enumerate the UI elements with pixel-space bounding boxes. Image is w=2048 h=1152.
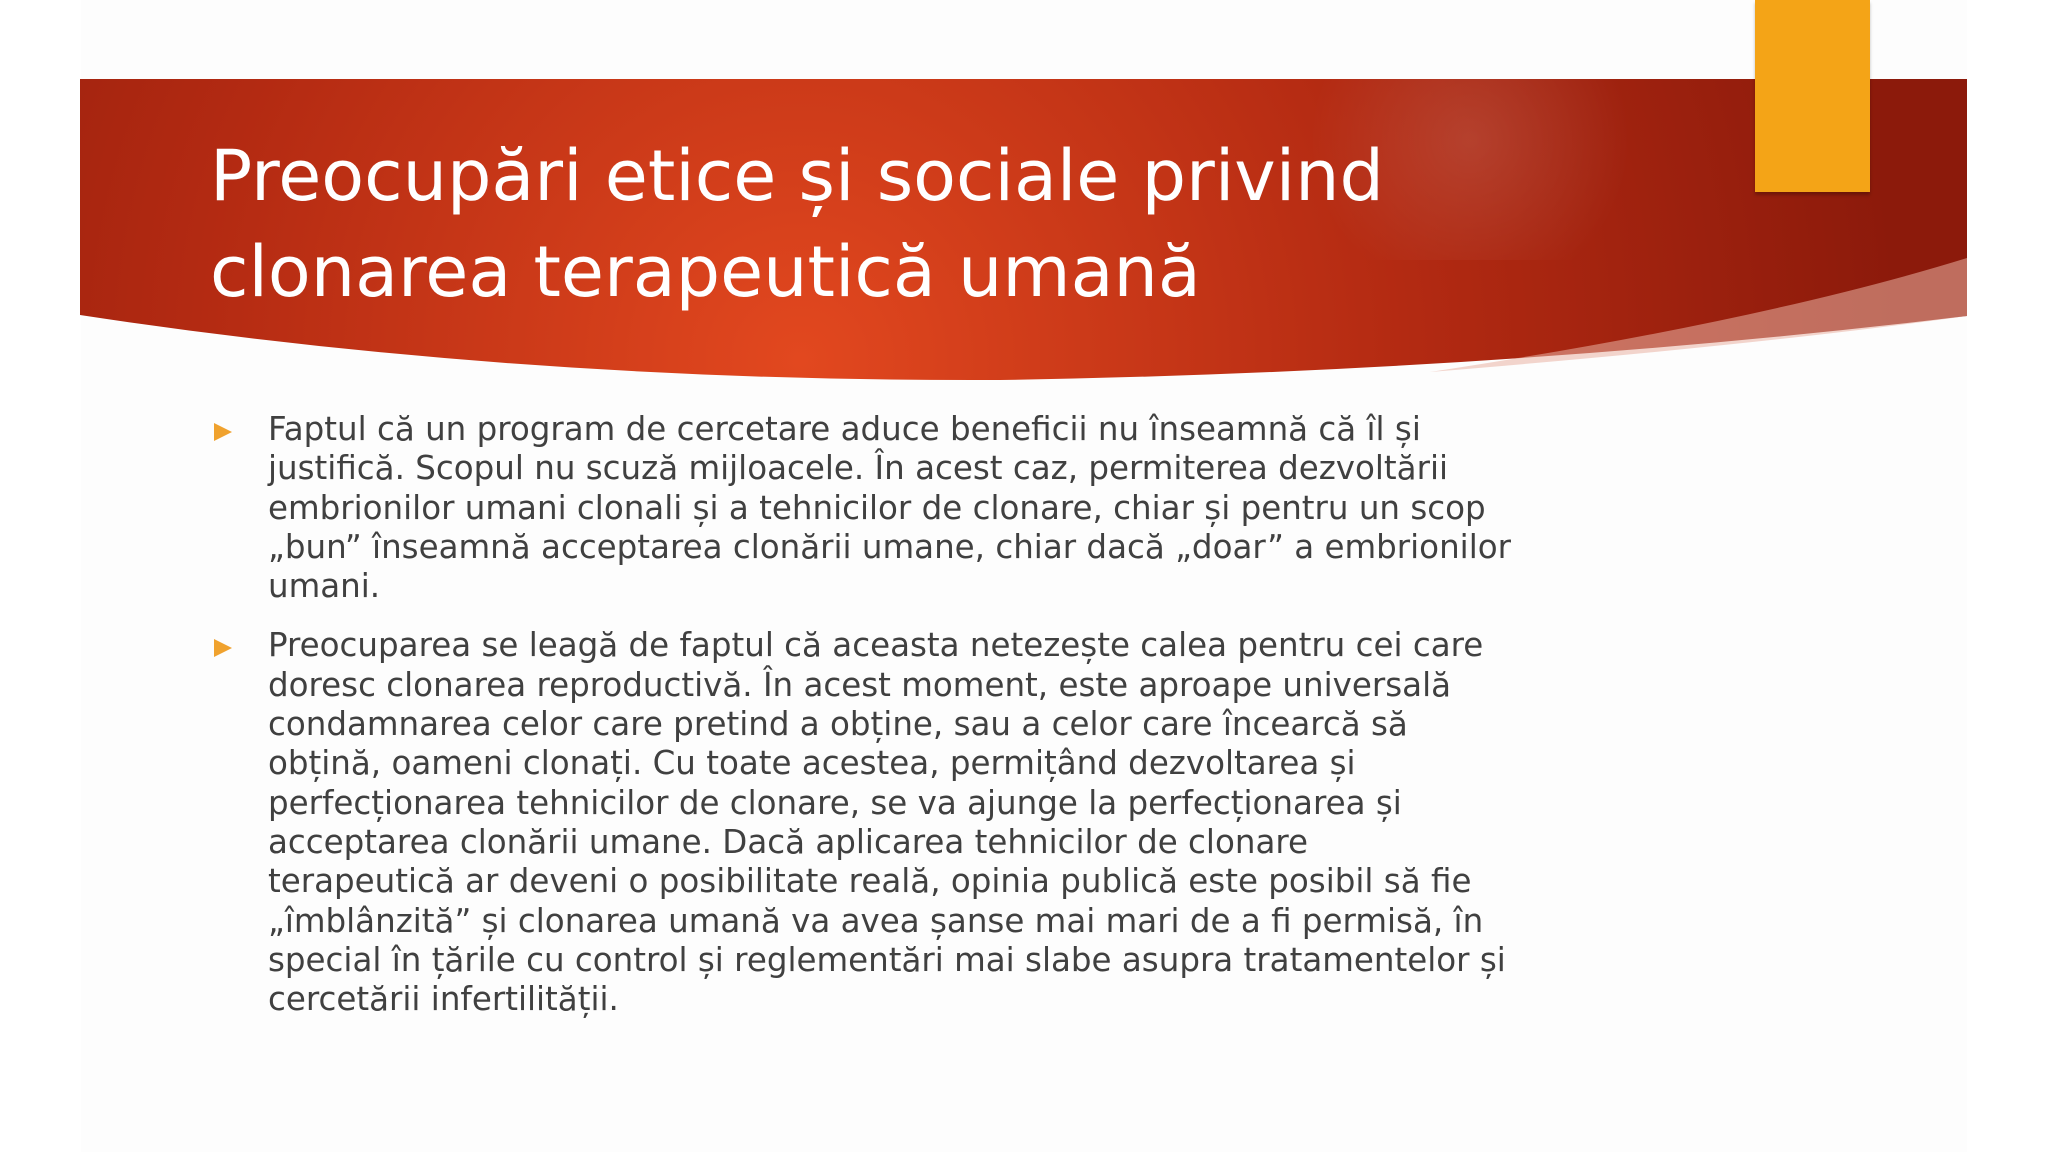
bullet-line: „îmblânzită” și clonarea umană va avea șanse mai mari de a fi permisă, în <box>268 901 1484 940</box>
triangle-right-icon <box>214 639 232 657</box>
bullet-line: doresc clonarea reproductivă. În acest moment, este aproape universală <box>268 665 1452 704</box>
slide-title <box>210 128 1690 320</box>
bullet-text <box>268 626 1678 1019</box>
bullet-line: condamnarea celor care pretind a obține, sau a celor care încearcă să <box>268 705 1408 744</box>
bullet-line: Preocuparea se leagă de faptul că aceasta netezește calea pentru cei care <box>268 626 1484 665</box>
bullet-item <box>208 410 1678 606</box>
bullet-line: umani. <box>268 567 381 606</box>
bullet-line: obțină, oameni clonați. Cu toate acestea, permițând dezvoltarea și <box>268 744 1356 783</box>
triangle-right-icon <box>214 423 232 441</box>
bullet-line: terapeutică ar deveni o posibilitate reală, opinia publică este posibil să fie <box>268 862 1472 901</box>
bullet-text <box>268 410 1678 606</box>
bullet-line: special în țările cu control și reglementări mai slabe asupra tratamentelor și <box>268 940 1506 979</box>
bullet-line: acceptarea clonării umane. Dacă aplicarea tehnicilor de clonare <box>268 822 1308 861</box>
slide-title-line: Preocupări etice și sociale privind <box>210 135 1384 217</box>
bullet-list <box>208 410 1678 1039</box>
slide-title-line: clonarea terapeutică umană <box>210 231 1201 313</box>
bullet-item <box>208 626 1678 1019</box>
bullet-line: justifică. Scopul nu scuză mijloacele. În acest caz, permiterea dezvoltării <box>268 449 1448 488</box>
bullet-line: „bun” înseamnă acceptarea clonării umane, chiar dacă „doar” a embrionilor <box>268 527 1511 566</box>
bullet-line: cercetării infertilității. <box>268 980 619 1019</box>
accent-tab <box>1755 0 1870 192</box>
bullet-line: embrionilor umani clonali și a tehnicilor de clonare, chiar și pentru un scop <box>268 488 1486 527</box>
bullet-line: perfecționarea tehnicilor de clonare, se va ajunge la perfecționarea și <box>268 783 1402 822</box>
bullet-line: Faptul că un program de cercetare aduce beneficii nu înseamnă că îl și <box>268 410 1421 448</box>
